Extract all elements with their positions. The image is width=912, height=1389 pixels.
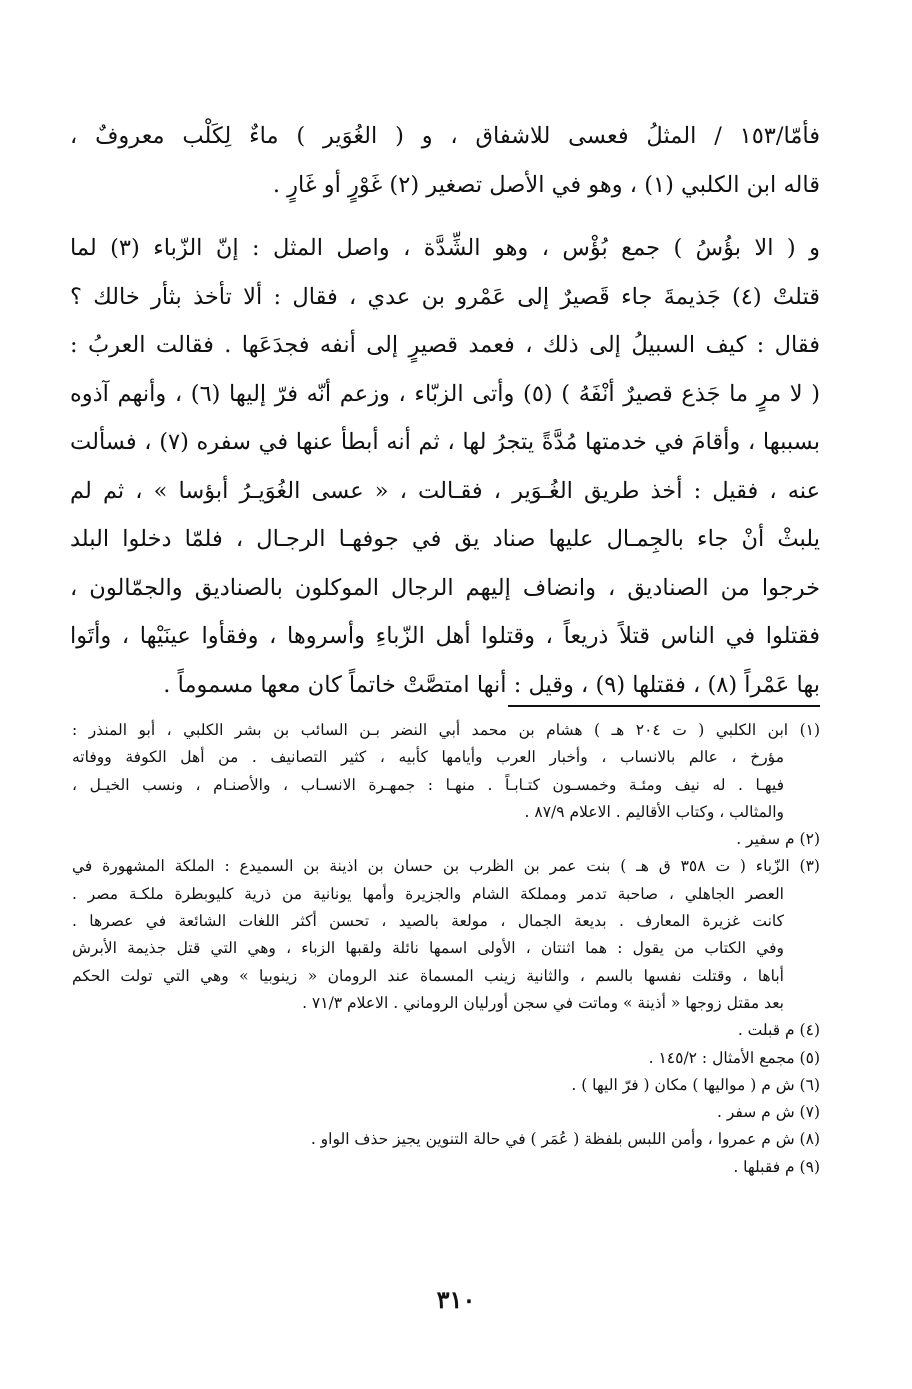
main-text — [70, 112, 820, 709]
footnote-line: (٩) م فقبلها . — [733, 1157, 820, 1176]
text-line: فأمّا/١٥٣ / المثلُ فعسى للاشفاق ، و ( الغُوَير ) ماءٌ لِكَلْب معروفٌ ، — [70, 123, 820, 149]
footnote-line: أباها ، وقتلت نفسها بالسم ، والثانية زينب المسماة عند الرومان « زينوبيا » وهي التي تولت الحكم — [72, 966, 784, 985]
footnote-line: والمثالب ، وكتاب الأقاليم . الاعلام ٨٧/٩ . — [524, 802, 784, 821]
footnote-3 — [72, 853, 820, 1017]
footnote-line: (٨) ش م عمروا ، وأمن اللبس بلفظة ( عُمَر ) في حالة التنوين يجيز حذف الواو . — [310, 1130, 820, 1149]
footnote-line: (٢) م سفير . — [736, 830, 820, 849]
paragraph-gap — [70, 209, 820, 224]
footnote-line: كانت غزيرة المعارف . بديعة الجمال ، مولعة بالصيد ، تحسن أكثر اللغات الشائعة في عصرها . — [72, 912, 784, 931]
footnote-9 — [72, 1154, 820, 1181]
text-line: قاله ابن الكلبي (١) ، وهو في الأصل تصغير (٢) غَوْرٍ أو غَارٍ . — [272, 171, 820, 198]
footnotes — [72, 717, 820, 1181]
footnote-line: فيهـا . له نيف ومئـة وخمسـون كتـابـاً . منهـا : جمهـرة الانسـاب ، والأصنـام ، ونسب الخيـل ، — [72, 775, 784, 794]
text-line: فقتلوا في الناس قتلاً ذريعاً ، وقتلوا أهل الزّباءِ وأسروها ، وفقأوا عينَيْها ، وأتَوا — [70, 623, 820, 649]
footnote-line: وفي الكتاب من يقول : هما اثنتان ، الأولى اسمها نائلة ولقبها الزباء ، وهي التي قتل جذيمة الأبرش — [72, 939, 784, 958]
footnote-line: (٥) مجمع الأمثال : ١٤٥/٢ . — [648, 1048, 820, 1067]
footnote-line: (٤) م قبلت . — [737, 1021, 820, 1040]
footnote-line: مؤرخ ، عالم بالانساب ، وأخبار العرب وأيامها كأبيه ، كثير التصانيف . من أهل الكوفة ووفاته — [72, 748, 784, 767]
text-line: و ( الا بؤُسُ ) جمع بُؤْس ، وهو الشِّدَّة ، واصل المثل : إنّ الزّباء (٣) لما — [70, 235, 820, 261]
text-line: فقال : كيف السبيلُ إلى ذلك ، فعمد قصيرٍ إلى أنفه فجدَعَها . فقالت العربُ : — [70, 332, 820, 358]
page-number: ٣١٠ — [436, 1285, 476, 1314]
text-line: عنه ، فقيل : أخذ طريق الغُـوَير ، فقـالت ، « عسى الغُوَيـرُ أبؤسا » ، ثم لم — [70, 477, 820, 504]
paragraph-1 — [70, 112, 820, 209]
footnote-2 — [72, 826, 820, 853]
text-line: خرجوا من الصناديق ، وانضاف إليهم الرجال الموكلون بالصناديق والجمّالون ، — [70, 574, 820, 601]
footnote-line: (٧) ش م سفر . — [717, 1103, 820, 1122]
footnote-line: (١) ابن الكلبي ( ت ٢٠٤ هـ ) هشام بن محمد أبي النضر بـن السائب بن بشر الكلبي ، أبو المنذر : — [72, 721, 820, 739]
footnote-separator — [508, 705, 820, 707]
text-line: يلبثْ أنْ جاء بالجِمـال عليها صناد يق في جوفهـا الرجـال ، فلمّا دخلوا البلد — [70, 526, 820, 552]
footnote-1 — [72, 717, 820, 826]
footnote-8 — [72, 1126, 820, 1153]
footnote-7 — [72, 1099, 820, 1126]
footnote-line: العصر الجاهلي ، صاحبة تدمر ومملكة الشام والجزيرة وأمها يونانية من ذرية كليوبطرة ملكـة مصر . — [72, 884, 784, 903]
footnote-4 — [72, 1017, 820, 1044]
footnote-line: (٣) الزّباء ( ت ٣٥٨ ق هـ ) بنت عمر بن الظرب بن حسان بن اذينة بن السميدع : الملكة المشهورة في — [72, 857, 820, 876]
footnote-5 — [72, 1045, 820, 1072]
text-line: ( لا مرٍ ما جَذع قصيرٌ أنْفَهُ ) (٥) وأتى الزبّاء ، وزعم أنّه فرّ إليها (٦) ، وأنهم آذوه — [70, 380, 820, 407]
text-line: بها عَمْراً (٨) ، فقتلها (٩) ، وقيل : أنها امتصَّتْ خاتماً كان معها مسموماً . — [163, 671, 820, 698]
paragraph-2 — [70, 224, 820, 709]
text-line: قتلتْ (٤) جَذيمةَ جاء قَصيرٌ إلى عَمْرو بن عدي ، فقال : ألا تأخذ بثأر خالك ؟ — [70, 283, 820, 310]
footnote-line: بعد مقتل زوجها « أذينة » وماتت في سجن أورليان الروماني . الاعلام ٧١/٣ . — [302, 993, 784, 1012]
footnote-6 — [72, 1072, 820, 1099]
footnote-line: (٦) ش م ( مواليها ) مكان ( فرّ اليها ) . — [571, 1075, 820, 1094]
text-line: بسببها ، وأقامَ في خدمتها مُدَّةً يتجرُ لها ، ثم أنه أبطأ عنها في سفره (٧) ، فسألت — [70, 429, 820, 455]
